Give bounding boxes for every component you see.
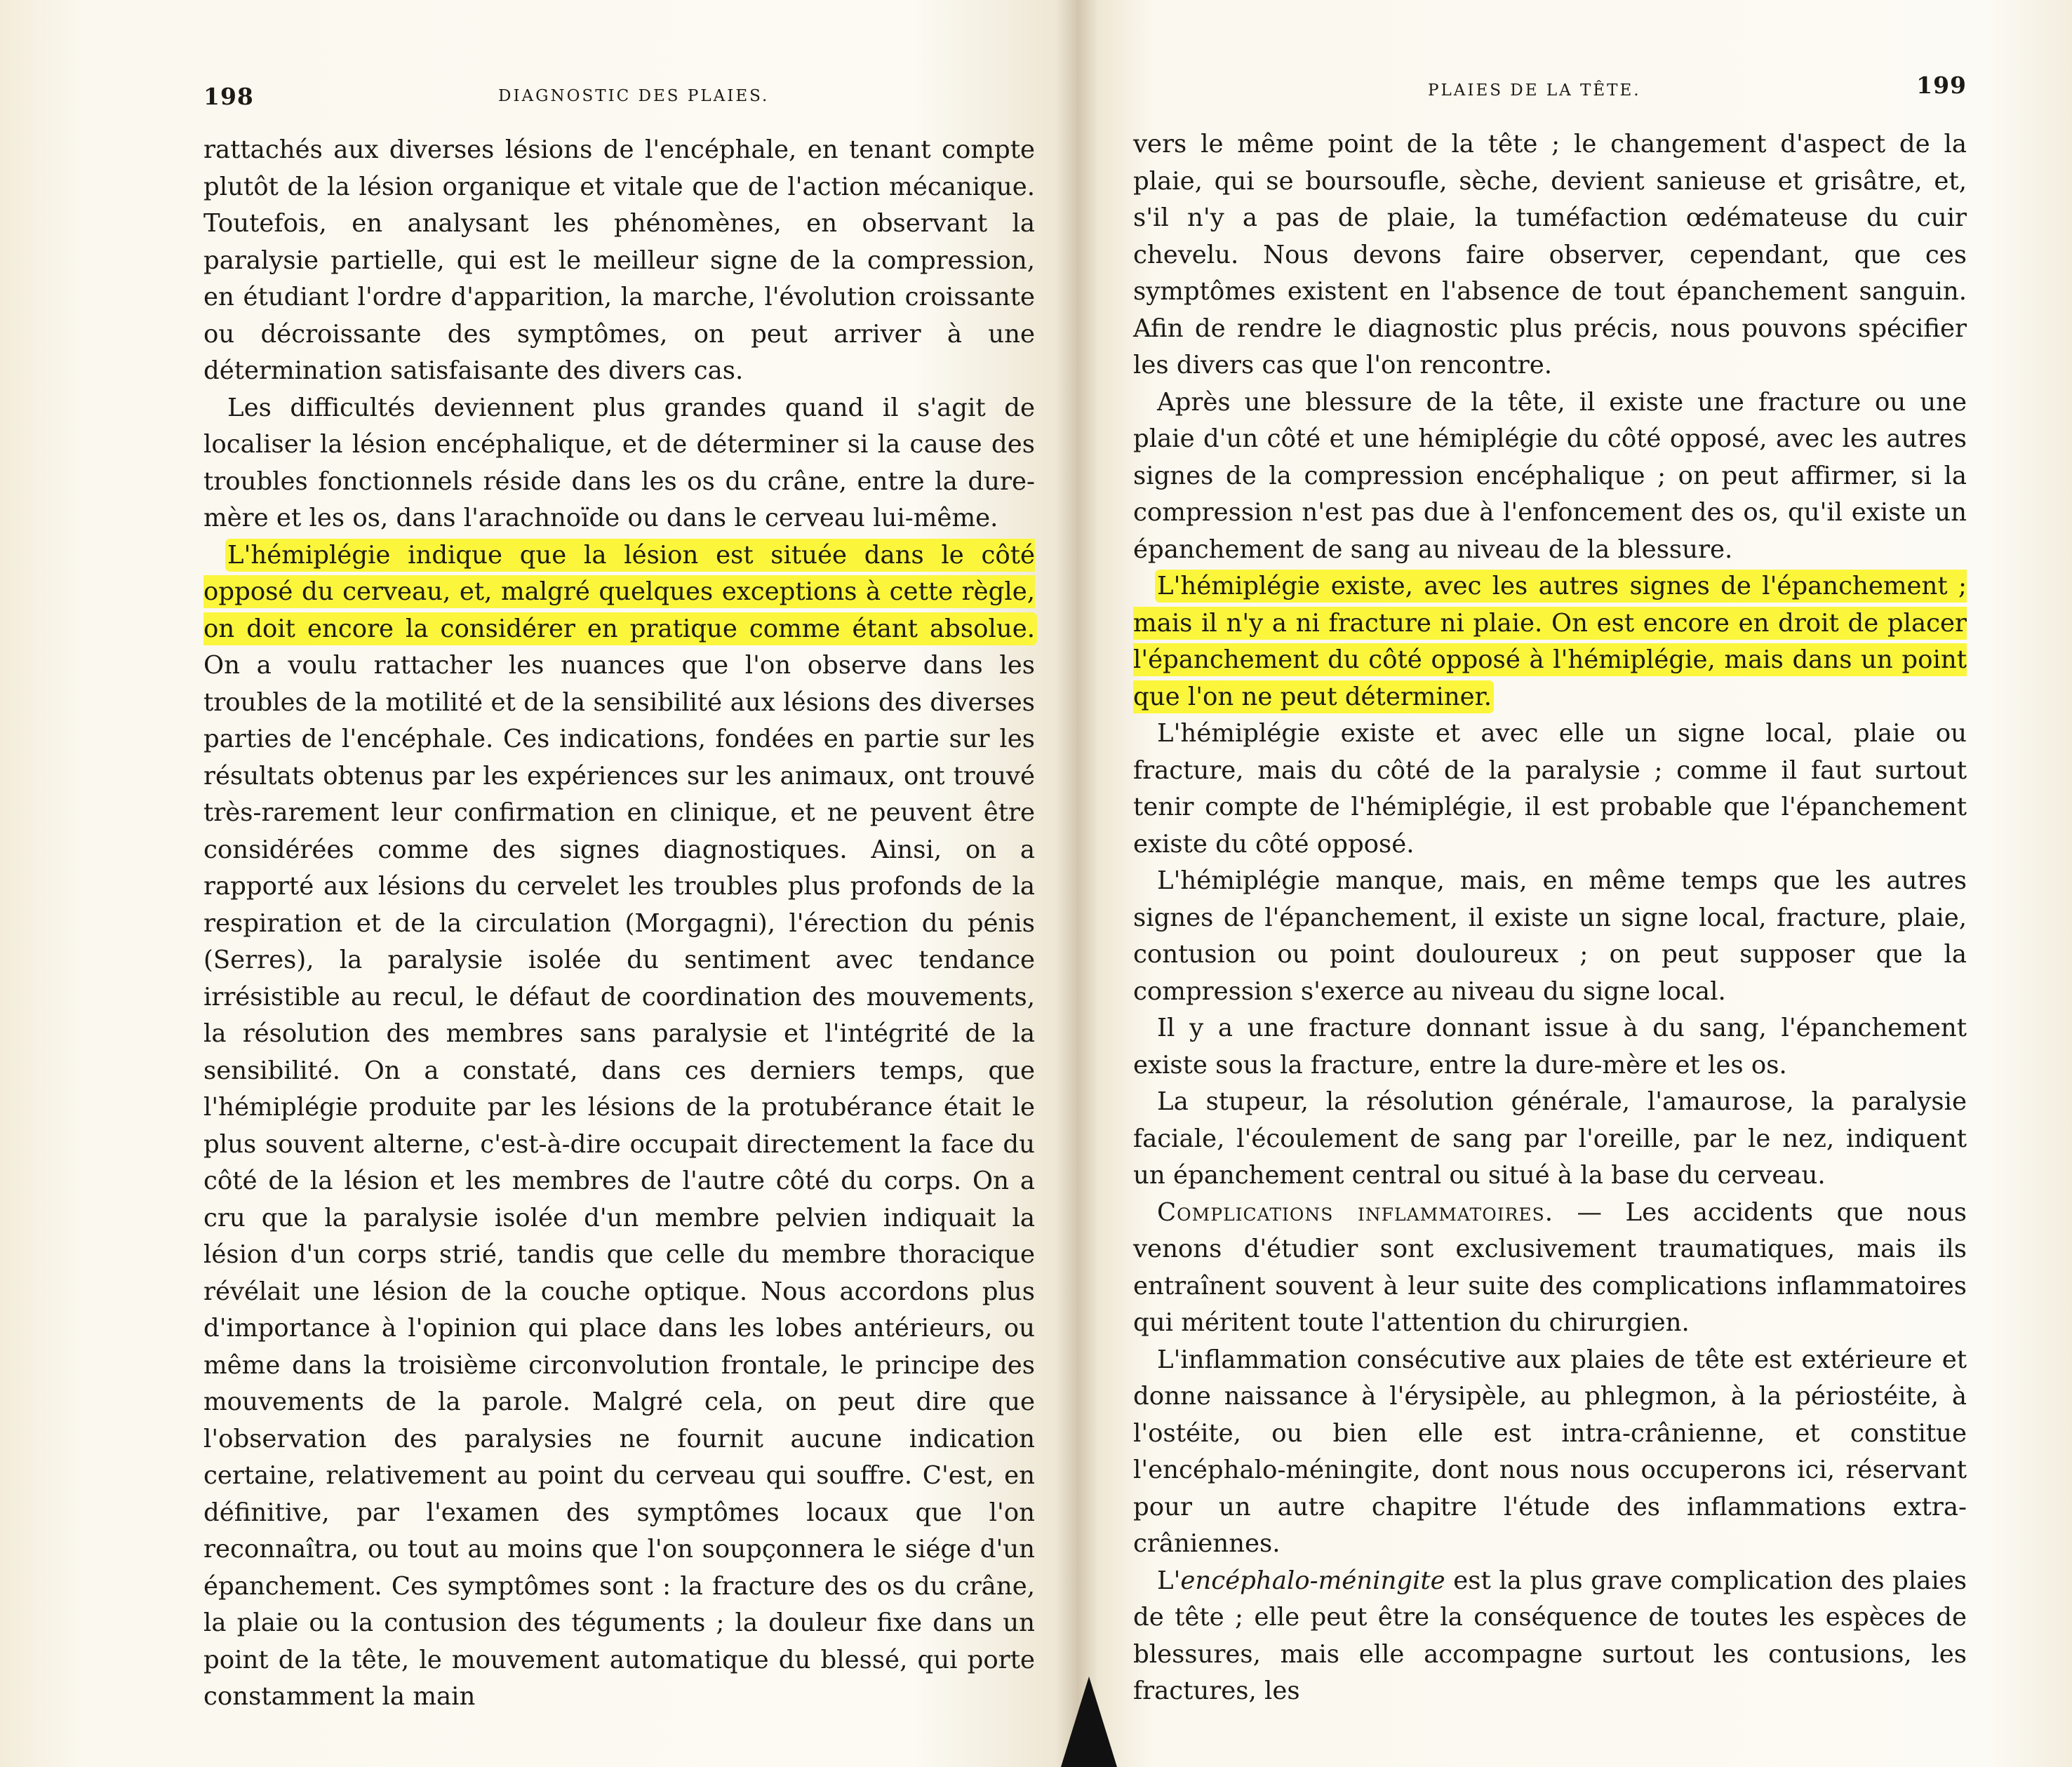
paragraph-text: L'inflammation consécutive aux plaies de tête est extérieure et donne naissance à l'érysipèle, au phlegmon, à la périostéite, à l'ostéite, ou bien elle est intra-crânienne, et constitue l'encéphalo-méningite, dont nous nous occuperons ici, réservant pour un autre chapitre l'étude des inflammations extra-crâniennes. <box>1133 1345 1967 1558</box>
paragraph-text: La stupeur, la résolution générale, l'amaurose, la paralysie faciale, l'écoulement de sang par l'oreille, par le nez, indiquent un épanchement central ou situé à la base du cerveau. <box>1133 1087 1967 1190</box>
paragraph <box>203 132 1035 390</box>
paragraph-text: L'hémiplégie existe et avec elle un signe local, plaie ou fracture, mais du côté de la paralysie ; comme il faut surtout tenir compte de l'hémiplégie, il est probable que l'épanchement existe du côté opposé. <box>1133 719 1967 859</box>
right-running-head: PLAIES DE LA TÊTE. <box>1428 81 1641 100</box>
spine-mark <box>1061 1677 1117 1767</box>
right-page-number: 199 <box>1916 72 1967 99</box>
section-heading: Complications inflammatoires. <box>1157 1197 1554 1227</box>
left-page-body <box>203 132 1035 1716</box>
paragraph <box>203 390 1035 537</box>
paragraph-text: Après une blessure de la tête, il existe une fracture ou une plaie d'un côté et une hémiplégie du côté opposé, avec les autres signes de la compression encéphalique ; on peut affirmer, si la compression n'est pas due à l'enfoncement des os, qu'il existe un épanchement de sang au niveau de la blessure. <box>1133 387 1967 564</box>
paragraph-text: Il y a une fracture donnant issue à du sang, l'épanchement existe sous la fracture, entre la dure-mère et les os. <box>1133 1014 1967 1080</box>
italic-term: encéphalo-méningite <box>1180 1566 1445 1595</box>
paragraph-text: vers le même point de la tête ; le changement d'aspect de la plaie, qui se boursoufle, sèche, devient sanieuse et grisâtre, et, s'il n'y a pas de plaie, la tuméfaction œdémateuse du cuir chevelu. Nous devons faire observer, cependant, que ces symptômes existent en l'absence de tout épanchement sanguin. Afin de rendre le diagnostic plus précis, nous pouvons spécifier les divers cas que l'on rencontre. <box>1133 130 1967 379</box>
paragraph <box>1133 1342 1967 1563</box>
paragraph <box>1133 384 1967 569</box>
paragraph <box>1133 1084 1967 1195</box>
paragraph-lead: L' <box>1157 1566 1181 1595</box>
left-page-number: 198 <box>203 83 254 110</box>
paragraph-text: L'hémiplégie manque, mais, en même temps que les autres signes de l'épanchement, il existe un signe local, fracture, plaie, contusion ou point douloureux ; on peut supposer que la compression s'exerce au niveau du signe local. <box>1133 866 1967 1006</box>
paragraph-text: Les difficultés deviennent plus grandes quand il s'agit de localiser la lésion encéphalique, et de déterminer si la cause des troubles fonctionnels réside dans les os du crâne, entre la dure-mère et les os, dans l'arachnoïde ou dans le cerveau lui-même. <box>203 393 1035 532</box>
right-page-header <box>1133 72 1967 126</box>
paragraph <box>1133 863 1967 1010</box>
paragraph-text: — Les accidents que nous venons d'étudier sont exclusivement traumatiques, mais ils entraînent souvent à leur suite des complications inflammatoires qui méritent toute l'attention du chirurgien. <box>1133 1197 1967 1337</box>
paragraph <box>1133 1010 1967 1084</box>
left-page-header <box>203 83 1049 132</box>
paragraph-text: rattachés aux diverses lésions de l'encéphale, en tenant compte plutôt de la lésion organique et vitale que de l'action mécanique. Toutefois, en analysant les phénomènes, en observant la paralysie partielle, qui est le meilleur signe de la compression, en étudiant l'ordre d'apparition, la marche, l'évolution croissante ou décroissante des symptômes, on peut arriver à une détermination satisfaisante des divers cas. <box>203 135 1035 385</box>
highlighted-passage: L'hémiplégie indique que la lésion est située dans le côté opposé du cerveau, et, malgré quelques exceptions à cette règle, on doit encore la considérer en pratique comme étant absolue. <box>203 540 1035 643</box>
paragraph <box>1133 1195 1967 1342</box>
paragraph <box>203 537 1035 1716</box>
paragraph-text: On a voulu rattacher les nuances que l'on observe dans les troubles de la motilité et de la sensibilité aux lésions des diverses parties de l'encéphale. Ces indications, fondées en partie sur les résultats obtenus par les expériences sur les animaux, ont trouvé très-rarement leur confirmation en clinique, et ne peuvent être considérées comme des signes diagnostiques. Ainsi, on a rapporté aux lésions du cervelet les troubles plus profonds de la respiration et de la circulation (Morgagni), l'érection du pénis (Serres), la paralysie isolée du sentiment avec tendance irrésistible au recul, le défaut de coordination des mouvements, la résolution des membres sans paralysie et l'intégrité de la sensibilité. On a constaté, dans ces derniers temps, que l'hémiplégie produite par les lésions de la protubérance était le plus souvent alterne, c'est-à-dire occupait directement la face du côté de la lésion et les membres de l'autre côté du corps. On a cru que la paralysie isolée d'un membre pelvien indiquait la lésion d'un corps strié, tandis que celle du membre thoracique révélait une lésion de la couche optique. Nous accordons plus d'importance à l'opinion qui place dans les lobes antérieurs, ou même dans la troisième circonvolution frontale, le principe des mouvements de la parole. Malgré cela, on peut dire que l'observation des paralysies ne fournit aucune indication certaine, relativement au point du cerveau qui souffre. C'est, en définitive, par l'examen des symptômes locaux que l'on reconnaîtra, ou tout au moins que l'on soupçonnera le siége d'un épanchement. Ces symptômes sont : la fracture des os du crâne, la plaie ou la contusion des téguments ; la douleur fixe dans un point de la tête, le mouvement automatique du blessé, qui porte constamment la main <box>203 651 1035 1711</box>
paragraph-text: est la plus grave complication des plaies de tête ; elle peut être la conséquence de toutes les espèces de blessures, mais elle accompagne surtout les contusions, les fractures, les <box>1133 1566 1967 1705</box>
paragraph <box>1133 568 1967 715</box>
highlighted-passage: L'hémiplégie existe, avec les autres signes de l'épanchement ; mais il n'y a ni fracture ni plaie. On est encore en droit de placer l'épanchement du côté opposé à l'hémiplégie, mais dans un point que l'on ne peut déterminer. <box>1133 572 1967 711</box>
paragraph <box>1133 1563 1967 1710</box>
book-gutter <box>1056 0 1098 1767</box>
right-page <box>1077 0 2072 1767</box>
left-running-head: DIAGNOSTIC DES PLAIES. <box>498 87 770 105</box>
paragraph <box>1133 715 1967 863</box>
paragraph <box>1133 126 1967 384</box>
right-page-body <box>1133 126 1967 1710</box>
